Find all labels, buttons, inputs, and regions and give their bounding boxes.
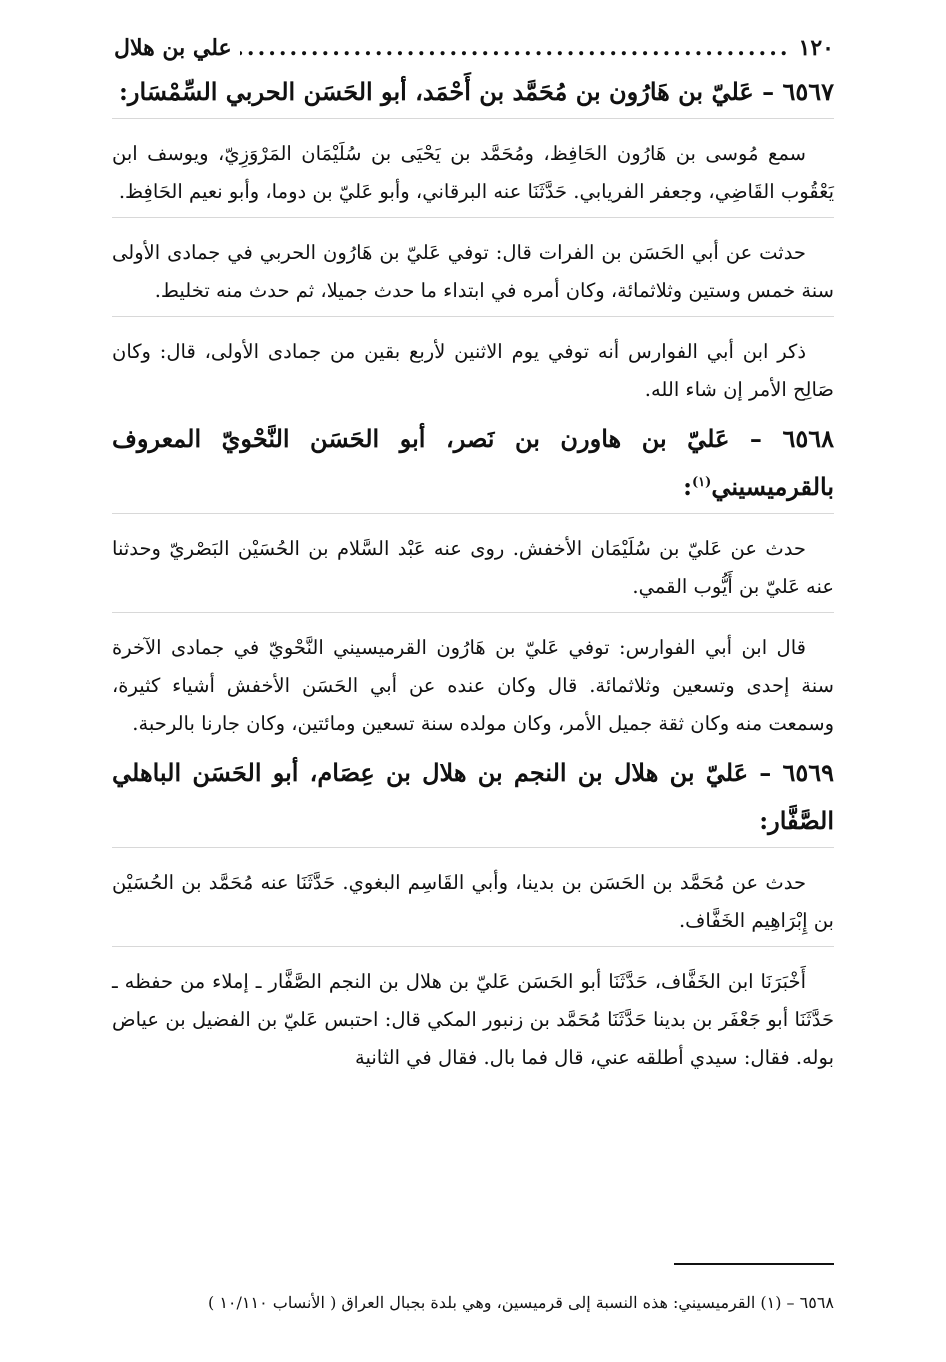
leader-dots — [240, 28, 791, 68]
footnote-rule — [674, 1263, 834, 1265]
entry-6568-paragraph-1: حدث عن عَليّ بن سُلَيْمَان الأخفش. روى عنه عَبْد السَّلام بن الحُسَيْن البَصْريّ وحدثنا عنه عَليّ بن أَيُّوب القمي. — [112, 537, 834, 598]
entry-6569-paragraph-2: أَخْبَرَنَا ابن الخَفَّاف، حَدَّثَنَا أبو الحَسَن عَليّ بن هلال بن النجم الصَّفَّار ـ إملاء من حفظه ـ حَدَّثَنَا أبو جَعْفَر بن بدينا حَدَّثَنَا مُحَمَّد بن زنبور المكي قال: احتبس عَليّ بن الفضيل بن عياض بوله. فقال: سيدي أطلقه عني، قال فما بال. فقال في الثانية — [112, 970, 834, 1069]
divider — [112, 316, 834, 327]
divider — [112, 612, 834, 623]
page-number: ١٢٠ — [798, 35, 834, 61]
page-body — [112, 68, 834, 1083]
footnote-marker: (١) — [692, 475, 712, 490]
entry-6567-paragraph-2: حدثت عن أبي الحَسَن بن الفرات قال: توفي عَليّ بن هَارُون الحربي في جمادى الأولى سنة خمس وستين وثلاثمائة، وكان أمره في ابتداء ما حدث جميلا، ثم حدث منه تخليط. — [112, 241, 834, 302]
divider — [112, 946, 834, 957]
divider — [112, 513, 834, 524]
running-title: علي بن هلال — [114, 35, 232, 61]
divider — [112, 118, 834, 129]
footnote-text: ٦٥٦٨ – (١) القرميسيني: هذه النسبة إلى قرميسين، وهي بلدة بجبال العراق ( الأنساب ١٠/١١٠ ) — [207, 1293, 834, 1312]
entry-6567-paragraph-1: سمع مُوسى بن هَارُون الحَافِظ، ومُحَمَّد بن يَحْيَى بن سُلَيْمَان المَرْوَزِيّ، ويوسف ابن يَعْقُوب القَاضِي، وجعفر الفريابي. حَدَّثَنَا عنه البرقاني، وأبو عَليّ بن دوما، وأبو نعيم الحَافِظ. — [112, 142, 834, 203]
entry-6567-paragraph-3: ذكر ابن أبي الفوارس أنه توفي يوم الاثنين لأربع بقين من جمادى الأولى، قال: وكان صَالِح الأمر إن شاء الله. — [112, 340, 834, 401]
entry-6569-paragraph-1: حدث عن مُحَمَّد بن الحَسَن بن بدينا، وأبي القَاسِم البغوي. حَدَّثَنَا عنه مُحَمَّد بن الحُسَيْن بن إِبْرَاهِيم الخَفَّاف. — [112, 871, 834, 932]
divider — [112, 217, 834, 228]
running-header — [114, 28, 834, 68]
entry-heading-6568-colon: : — [683, 472, 693, 501]
entry-heading-6567: ٦٥٦٧ – عَليّ بن هَارُون بن مُحَمَّد بن أَحْمَد، أبو الحَسَن الحربي السِّمْسَار: — [119, 77, 834, 106]
entry-heading-6568-text: ٦٥٦٨ – عَليّ بن هاورن بن نَصر، أبو الحَسَن النَّحْويّ المعروف بالقرميسيني — [112, 424, 834, 501]
divider — [112, 847, 834, 858]
entry-heading-6568 — [112, 415, 834, 511]
entry-6568-paragraph-2: قال ابن أبي الفوارس: توفي عَليّ بن هَارُون القرميسيني النَّحْويّ في جمادى الآخرة سنة إحدى وتسعين وثلاثمائة. قال وكان عنده عن أبي الحَسَن الأخفش أشياء كثيرة، وسمعت منه وكان ثقة جميل الأمر، وكان مولده سنة تسعين ومائتين، وكان جارنا بالرحبة. — [112, 636, 834, 735]
entry-heading-6569: ٦٥٦٩ – عَليّ بن هلال بن النجم بن هلال بن عِصَام، أبو الحَسَن الباهلي الصَّفَّار: — [112, 758, 834, 835]
